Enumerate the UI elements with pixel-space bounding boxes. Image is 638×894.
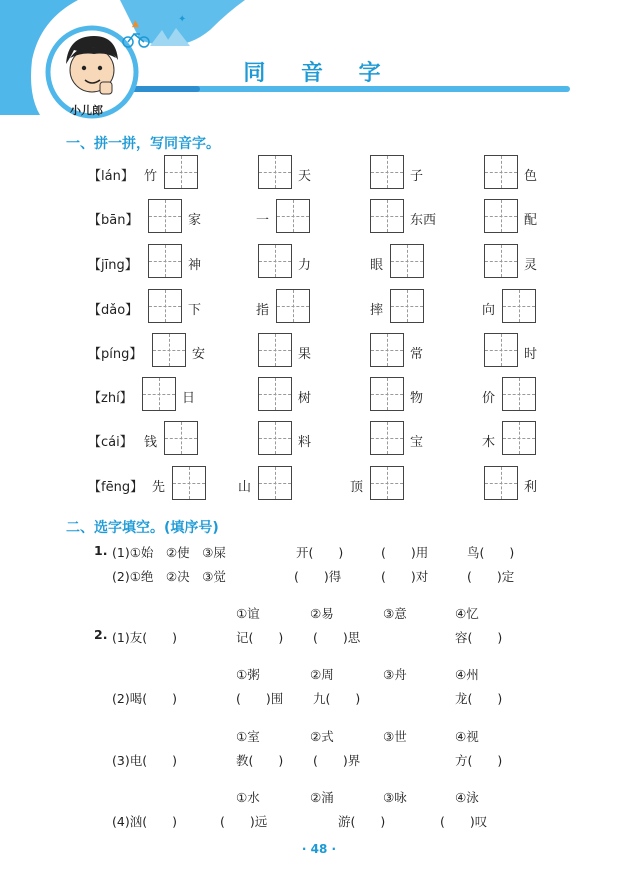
suffix-char: 常 — [410, 347, 424, 362]
option-char: ①水 — [236, 790, 260, 805]
suffix-char: 树 — [298, 391, 312, 406]
suffix-char: 物 — [410, 391, 424, 406]
tianzige-writing-box[interactable] — [164, 155, 198, 189]
suffix-char: 宝 — [410, 435, 424, 450]
tianzige-writing-box[interactable] — [390, 244, 424, 278]
tianzige-writing-box[interactable] — [152, 333, 186, 367]
tianzige-writing-box[interactable] — [142, 377, 176, 411]
tianzige-writing-box[interactable] — [370, 466, 404, 500]
tianzige-writing-box[interactable] — [484, 244, 518, 278]
answer-blank[interactable]: 教( ) — [236, 753, 284, 768]
suffix-char: 灵 — [524, 258, 538, 273]
option-char: ④泳 — [455, 790, 479, 805]
suffix-char: 东西 — [410, 213, 437, 228]
suffix-char: 时 — [524, 347, 538, 362]
tianzige-writing-box[interactable] — [370, 155, 404, 189]
pinyin-label: 【cái】 — [88, 435, 133, 450]
prefix-char: 摔 — [370, 303, 384, 318]
q1-line2-blank-1[interactable]: ( )得 — [294, 569, 342, 584]
tianzige-writing-box[interactable] — [258, 377, 292, 411]
option-char: ③咏 — [383, 790, 407, 805]
suffix-char: 利 — [524, 480, 538, 495]
option-char: ④州 — [455, 667, 479, 682]
pinyin-label: 【bān】 — [88, 213, 139, 228]
tianzige-writing-box[interactable] — [172, 466, 206, 500]
tianzige-writing-box[interactable] — [370, 377, 404, 411]
suffix-char: 安 — [192, 347, 206, 362]
question-2-number: 2. — [94, 627, 108, 642]
suffix-char: 力 — [298, 258, 312, 273]
option-char: ②式 — [310, 729, 334, 744]
tianzige-writing-box[interactable] — [276, 289, 310, 323]
prefix-char: 钱 — [144, 435, 158, 450]
suffix-char: 料 — [298, 435, 312, 450]
q1-line1-options: (1)①始 ②使 ③屎 — [112, 545, 226, 560]
tianzige-writing-box[interactable] — [148, 244, 182, 278]
tianzige-writing-box[interactable] — [148, 289, 182, 323]
suffix-char: 色 — [524, 169, 538, 184]
answer-blank[interactable]: 游( ) — [338, 814, 386, 829]
pinyin-label: 【píng】 — [88, 347, 143, 362]
tianzige-writing-box[interactable] — [370, 333, 404, 367]
prefix-char: 价 — [482, 391, 496, 406]
q1-line1-blank-1[interactable]: 开( ) — [296, 545, 344, 560]
mascot-label: 小儿郎 — [70, 104, 103, 117]
suffix-char: 天 — [298, 169, 312, 184]
question-prompt[interactable]: (4)汹( ) — [112, 814, 177, 829]
option-char: ②周 — [310, 667, 334, 682]
question-1-number: 1. — [94, 543, 108, 558]
suffix-char: 配 — [524, 213, 538, 228]
q1-line2-blank-2[interactable]: ( )对 — [381, 569, 429, 584]
pinyin-label: 【jīng】 — [88, 258, 138, 273]
tianzige-writing-box[interactable] — [276, 199, 310, 233]
option-char: ④忆 — [455, 606, 479, 621]
pinyin-label: 【dǎo】 — [88, 303, 139, 318]
tianzige-writing-box[interactable] — [258, 466, 292, 500]
answer-blank[interactable]: 方( ) — [455, 753, 503, 768]
option-char: ①粥 — [236, 667, 260, 682]
option-char: ①室 — [236, 729, 260, 744]
pinyin-label: 【fēng】 — [88, 480, 144, 495]
answer-blank[interactable]: 记( ) — [236, 630, 284, 645]
prefix-char: 竹 — [144, 169, 158, 184]
pinyin-label: 【zhí】 — [88, 391, 133, 406]
option-char: ③意 — [383, 606, 407, 621]
tianzige-writing-box[interactable] — [258, 155, 292, 189]
prefix-char: 向 — [482, 303, 496, 318]
tianzige-writing-box[interactable] — [390, 289, 424, 323]
tianzige-writing-box[interactable] — [502, 289, 536, 323]
tianzige-writing-box[interactable] — [484, 155, 518, 189]
page-title: 同 音 字 — [243, 61, 395, 86]
question-prompt[interactable]: (1)友( ) — [112, 630, 177, 645]
section-1-title: 一、拼一拼，写同音字。 — [66, 136, 220, 152]
suffix-char: 子 — [410, 169, 424, 184]
flag-icon: ▲ — [132, 19, 139, 29]
suffix-char: 下 — [188, 303, 202, 318]
option-char: ①谊 — [236, 606, 260, 621]
tianzige-writing-box[interactable] — [370, 421, 404, 455]
option-char: ②涌 — [310, 790, 334, 805]
suffix-char: 日 — [182, 391, 196, 406]
q1-line1-blank-3[interactable]: 鸟( ) — [467, 545, 515, 560]
answer-blank[interactable]: 容( ) — [455, 630, 503, 645]
answer-blank[interactable]: 龙( ) — [455, 691, 503, 706]
tianzige-writing-box[interactable] — [258, 244, 292, 278]
q1-line2-options: (2)①绝 ②决 ③觉 — [112, 569, 226, 584]
q1-line1-blank-2[interactable]: ( )用 — [381, 545, 429, 560]
suffix-char: 家 — [188, 213, 202, 228]
answer-blank[interactable]: ( )远 — [220, 814, 268, 829]
tianzige-writing-box[interactable] — [258, 421, 292, 455]
tianzige-writing-box[interactable] — [502, 377, 536, 411]
tianzige-writing-box[interactable] — [164, 421, 198, 455]
sparkle-icon: ✦ — [178, 14, 187, 25]
tianzige-writing-box[interactable] — [148, 199, 182, 233]
tianzige-writing-box[interactable] — [258, 333, 292, 367]
answer-blank[interactable]: ( )围 — [236, 691, 284, 706]
tianzige-writing-box[interactable] — [370, 199, 404, 233]
option-char: ②易 — [310, 606, 334, 621]
answer-blank[interactable]: ( )叹 — [440, 814, 488, 829]
suffix-char: 果 — [298, 347, 312, 362]
prefix-char: 先 — [152, 480, 166, 495]
page-number: · 48 · — [301, 842, 337, 856]
question-prompt[interactable]: (3)电( ) — [112, 753, 177, 768]
tianzige-writing-box[interactable] — [484, 466, 518, 500]
q1-line2-blank-3[interactable]: ( )定 — [467, 569, 515, 584]
tianzige-writing-box[interactable] — [484, 199, 518, 233]
prefix-char: 眼 — [370, 258, 384, 273]
answer-blank[interactable]: ( )思 — [313, 630, 361, 645]
pinyin-label: 【lán】 — [88, 169, 134, 184]
suffix-char: 神 — [188, 258, 202, 273]
tianzige-writing-box[interactable] — [484, 333, 518, 367]
answer-blank[interactable]: ( )界 — [313, 753, 361, 768]
answer-blank[interactable]: 九( ) — [313, 691, 361, 706]
option-char: ③舟 — [383, 667, 407, 682]
prefix-char: 顶 — [350, 480, 364, 495]
prefix-char: 木 — [482, 435, 496, 450]
tianzige-writing-box[interactable] — [502, 421, 536, 455]
prefix-char: 一 — [256, 213, 270, 228]
prefix-char: 山 — [238, 480, 252, 495]
option-char: ③世 — [383, 729, 407, 744]
question-prompt[interactable]: (2)喝( ) — [112, 691, 177, 706]
option-char: ④视 — [455, 729, 479, 744]
prefix-char: 指 — [256, 303, 270, 318]
section-2-title: 二、选字填空。(填序号) — [66, 520, 219, 536]
